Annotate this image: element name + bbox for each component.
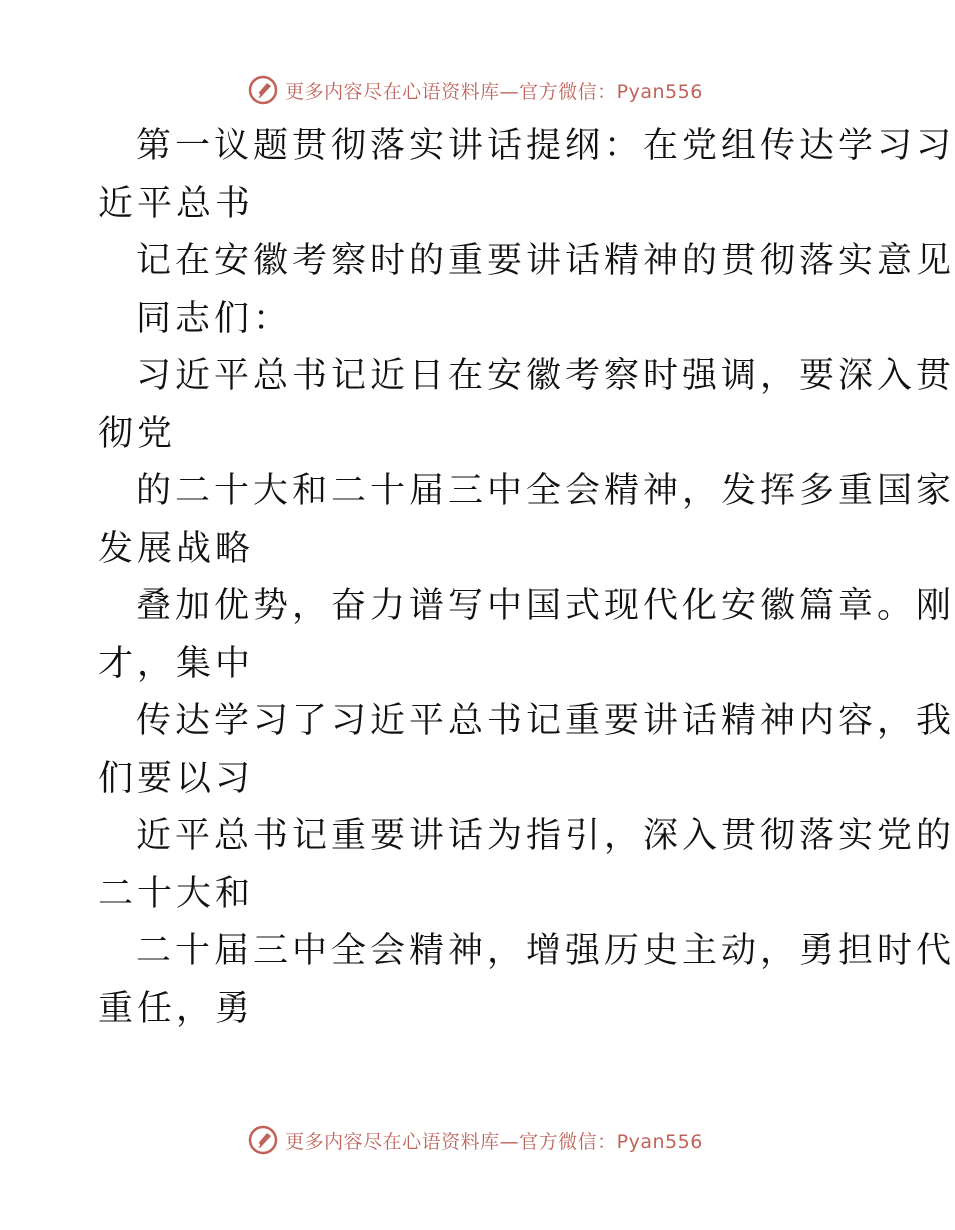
- text-line: 叠加优势，奋力谱写中国式现代化安徽篇章。刚: [136, 586, 955, 626]
- quill-logo-icon: [247, 1124, 279, 1156]
- text-line: 彻党: [98, 413, 177, 454]
- text-line: 近平总书记重要讲话为指引，深入贯彻落实党的: [136, 816, 955, 856]
- text-line: 们要以习: [98, 758, 255, 799]
- quill-logo-icon: [247, 74, 279, 106]
- text-line: 记在安徽考察时的重要讲话精神的贯彻落实意见: [136, 241, 955, 281]
- text-line: 重任，勇: [98, 988, 255, 1029]
- text-line: 发展战略: [98, 528, 255, 569]
- text-line: 传达学习了习近平总书记重要讲话精神内容，我: [136, 701, 955, 741]
- footer-watermark: [0, 1120, 950, 1160]
- text-line: 二十大和: [98, 873, 255, 914]
- text-line: 二十届三中全会精神，增强历史主动，勇担时代: [136, 931, 955, 971]
- text-line: 习近平总书记近日在安徽考察时强调，要深入贯: [136, 356, 955, 396]
- document-body: [98, 118, 955, 1038]
- header-watermark: [0, 70, 950, 110]
- watermark-text: 更多内容尽在心语资料库—官方微信：Pyan556: [285, 1130, 703, 1153]
- text-line: 才，集中: [98, 643, 255, 684]
- watermark-text: 更多内容尽在心语资料库—官方微信：Pyan556: [285, 80, 703, 103]
- text-line: 近平总书: [98, 183, 255, 224]
- text-line: 第一议题贯彻落实讲话提纲：在党组传达学习习: [136, 126, 955, 166]
- text-line: 同志们：: [136, 298, 293, 339]
- text-line: 的二十大和二十届三中全会精神，发挥多重国家: [136, 471, 955, 511]
